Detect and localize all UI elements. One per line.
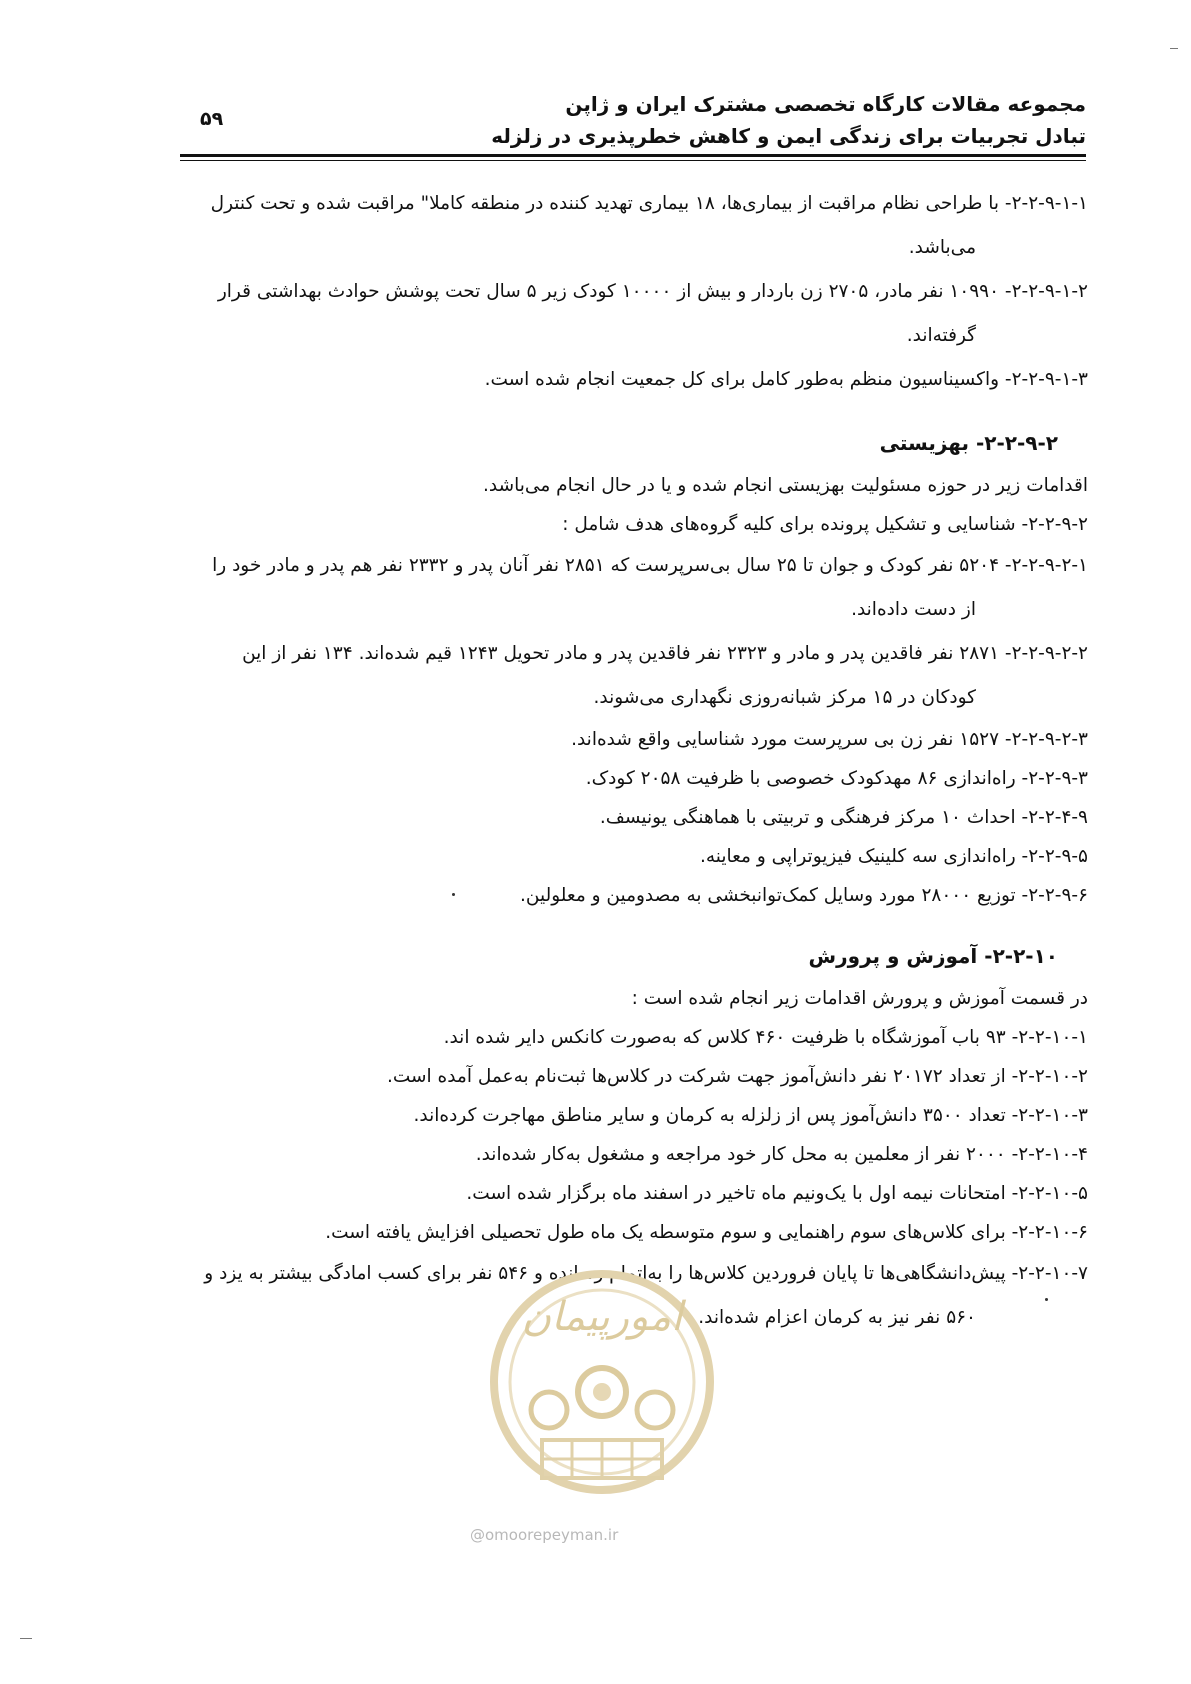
scan-speck: [1045, 1298, 1048, 1301]
welfare-item-2: ۲-۲-۹-۳- راه‌اندازی ۸۶ مهدکودک خصوصی با ظرفیت ۲۰۵۸ کودک.: [585, 768, 1088, 789]
page-number: ۵۹: [200, 108, 224, 130]
welfare-item-1-3: ۲-۲-۹-۲-۳- ۱۵۲۷ نفر زن بی سرپرست مورد شناسایی واقع شده‌اند.: [571, 729, 1088, 750]
stamp-seal-icon: [487, 1242, 717, 1522]
health-item-1-line-1: ۲-۲-۹-۱-۱- با طراحی نظام مراقبت از بیماری‌ها، ۱۸ بیماری تهدید کننده در منطقه کاملا" مراقبت شده و تحت کنترل: [210, 193, 1088, 214]
health-item-1-line-2: می‌باشد.: [908, 237, 976, 258]
health-item-3: ۲-۲-۹-۱-۳- واکسیناسیون منظم به‌طور کامل برای کل جمعیت انجام شده است.: [484, 369, 1088, 390]
education-item-5: ۲-۲-۱۰-۵- امتحانات نیمه اول با یک‌ونیم ماه تاخیر در اسفند ماه برگزار شده است.: [466, 1183, 1088, 1204]
header-title-line-1: مجموعه مقالات کارگاه تخصصی مشترک ایران و ژاپن: [565, 92, 1086, 116]
welfare-intro: اقدامات زیر در حوزه مسئولیت بهزیستی انجام شده و یا در حال انجام می‌باشد.: [483, 475, 1088, 496]
education-item-3: ۲-۲-۱۰-۳- تعداد ۳۵۰۰ دانش‌آموز پس از زلزله به کرمان و سایر مناطق مهاجرت کرده‌اند.: [413, 1105, 1088, 1126]
health-item-2-line-1: ۲-۲-۹-۱-۲- ۱۰۹۹۰ نفر مادر، ۲۷۰۵ زن باردار و بیش از ۱۰۰۰۰ کودک زیر ۵ سال تحت پوشش حوادث بهداشتی قرار: [217, 281, 1088, 302]
scan-mark-bottom-left: [20, 1638, 32, 1639]
body-text: [178, 182, 1088, 1340]
welfare-item-1-1-line-2: از دست داده‌اند.: [851, 599, 976, 620]
education-item-1: ۲-۲-۱۰-۱- ۹۳ باب آموزشگاه با ظرفیت ۴۶۰ کلاس که به‌صورت کانکس دایر شده اند.: [443, 1027, 1088, 1048]
header-title-line-2: تبادل تجربیات برای زندگی ایمن و کاهش خطرپذیری در زلزله: [491, 124, 1086, 148]
education-item-7-line-2: ۵۶۰ نفر نیز به کرمان اعزام شده‌اند.: [698, 1307, 976, 1328]
welfare-item-3: ۲-۲-۴-۹- احداث ۱۰ مرکز فرهنگی و تربیتی با هماهنگی یونیسف.: [599, 807, 1088, 828]
scan-mark-top-right: [1170, 48, 1178, 49]
svg-text:امورپیمان: امورپیمان: [521, 1294, 683, 1340]
welfare-item-1-1-line-1: ۲-۲-۹-۲-۱- ۵۲۰۴ نفر کودک و جوان تا ۲۵ سال بی‌سرپرست که ۲۸۵۱ نفر آنان پدر و ۲۳۳۲ نفر هم پدر و مادر خود را: [212, 555, 1088, 576]
education-item-4: ۲-۲-۱۰-۴- ۲۰۰۰ نفر از معلمین به محل کار خود مراجعه و مشغول به‌کار شده‌اند.: [475, 1144, 1088, 1165]
header-title: [491, 88, 1086, 152]
welfare-item-4: ۲-۲-۹-۵- راه‌اندازی سه کلینیک فیزیوتراپی و معاینه.: [699, 846, 1088, 867]
header-rule-thin: [180, 160, 1086, 161]
page-header: [180, 84, 1086, 164]
watermark-stamp-logo: [487, 1242, 717, 1522]
header-rule-thick: [180, 154, 1086, 157]
welfare-item-1-2-line-1: ۲-۲-۹-۲-۲- ۲۸۷۱ نفر فاقدین پدر و مادر و ۲۳۲۳ نفر فاقدین پدر و مادر تحویل ۱۲۴۳ قیم شده‌اند. ۱۳۴ نفر از این: [242, 643, 1088, 664]
section-title-welfare: ۲-۲-۹-۲- بهزیستی: [879, 431, 1058, 455]
section-title-education: ۲-۲-۱۰- آموزش و پرورش: [808, 944, 1058, 968]
welfare-item-1: ۲-۲-۹-۲- شناسایی و تشکیل پرونده برای کلیه گروه‌های هدف شامل :: [562, 514, 1088, 535]
welfare-item-5: ۲-۲-۹-۶- توزیع ۲۸۰۰۰ مورد وسایل کمک‌توانبخشی به مصدومین و معلولین.: [520, 885, 1088, 906]
welfare-item-1-2-line-2: کودکان در ۱۵ مرکز شبانه‌روزی نگهداری می‌شوند.: [593, 687, 976, 708]
scan-speck: [452, 893, 455, 896]
education-intro: در قسمت آموزش و پرورش اقدامات زیر انجام شده است :: [631, 988, 1088, 1009]
education-item-6: ۲-۲-۱۰-۶- برای کلاس‌های سوم راهنمایی و سوم متوسطه یک ماه طول تحصیلی افزایش یافته است.: [325, 1222, 1088, 1243]
education-item-2: ۲-۲-۱۰-۲- از تعداد ۲۰۱۷۲ نفر دانش‌آموز جهت شرکت در کلاس‌ها ثبت‌نام به‌عمل آمده است.: [386, 1066, 1088, 1087]
health-item-2-line-2: گرفته‌اند.: [906, 325, 976, 346]
watermark-site: @omoorepeyman.ir: [470, 1526, 619, 1544]
education-item-7-line-1: ۲-۲-۱۰-۷- پیش‌دانشگاهی‌ها تا پایان فروردین کلاس‌ها را به‌اتمام رسانده و ۵۴۶ نفر برای کسب امادگی بیشتر به یزد و: [204, 1263, 1088, 1284]
